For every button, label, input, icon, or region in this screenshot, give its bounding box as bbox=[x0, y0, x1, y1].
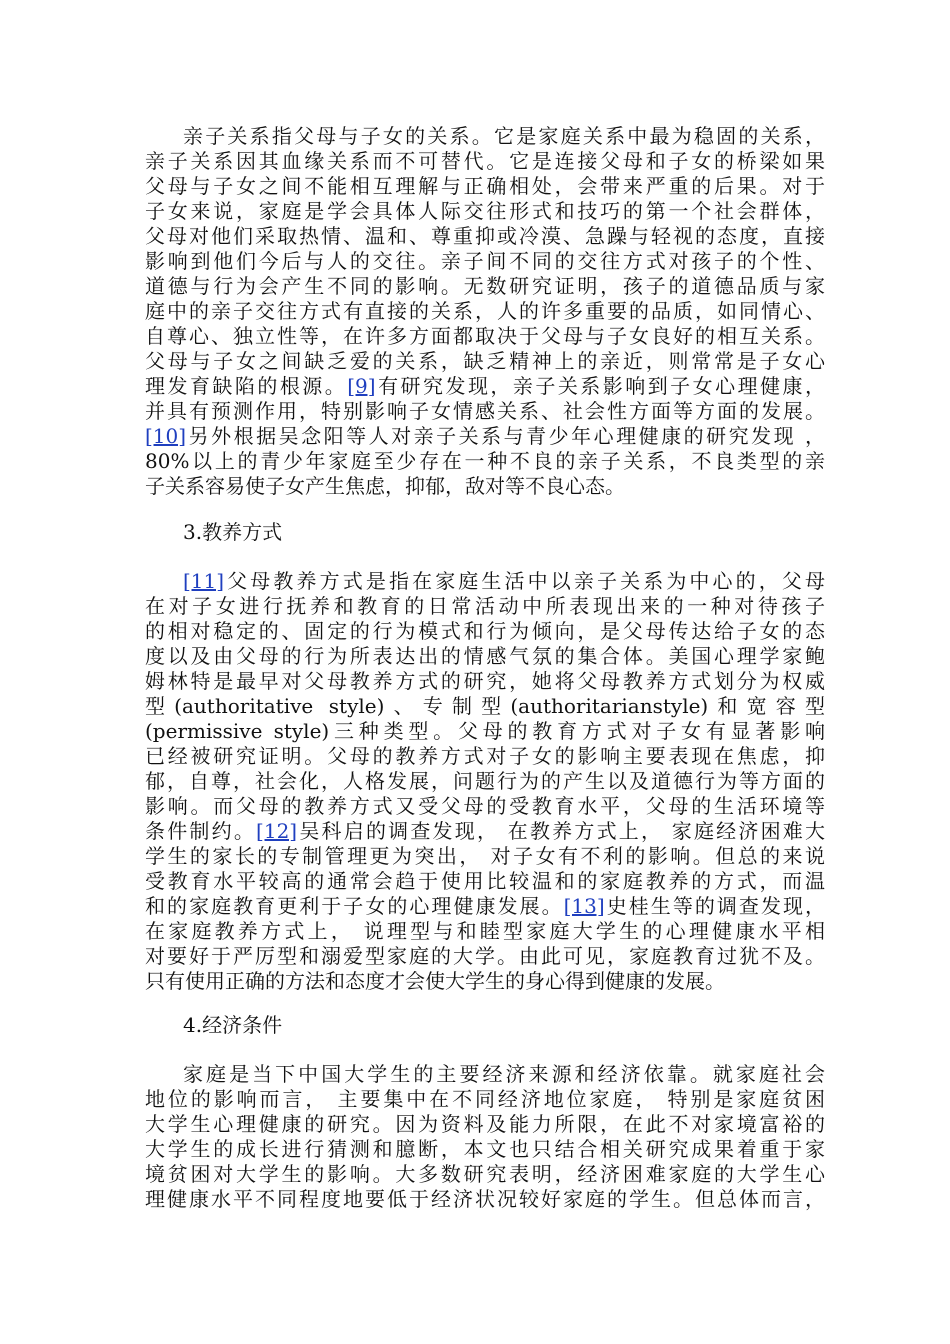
citation-link-13[interactable]: [13] bbox=[563, 894, 605, 918]
text-line: 大学生心理健康的研究。因为资料及能力所限，在此不对家境富裕的 bbox=[145, 1112, 825, 1136]
text-line bbox=[145, 374, 825, 399]
text-line: 已经被研究证明。父母的教养方式对子女的影响主要表现在焦虑，抑 bbox=[145, 744, 825, 768]
paragraph-parenting-style bbox=[145, 569, 825, 994]
text-line bbox=[145, 819, 825, 844]
text-line: 庭中的亲子交往方式有直接的关系，人的许多重要的品质，如同情心、 bbox=[145, 299, 825, 323]
text-line: 家庭是当下中国大学生的主要经济来源和经济依靠。就家庭社会 bbox=[183, 1062, 825, 1086]
text-line: (permissive style)三种类型。父母的教育方式对子女有显著影响 bbox=[145, 719, 825, 743]
text-line: 姆林特是最早对父母教养方式的研究，她将父母教养方式划分为权威 bbox=[145, 669, 825, 693]
text-line: 自尊心、独立性等，在许多方面都取决于父母与子女良好的相互关系。 bbox=[145, 324, 825, 348]
text-line: 影响到他们今后与人的交往。亲子间不同的交往方式对孩子的个性、 bbox=[145, 249, 825, 273]
citation-link-9[interactable]: [9] bbox=[347, 374, 376, 398]
text-line: 亲子关系因其血缘关系而不可替代。它是连接父母和子女的桥梁如果 bbox=[145, 149, 825, 173]
text-line bbox=[145, 569, 825, 594]
text-line: 地位的影响而言， 主要集中在不同经济地位家庭， 特别是家庭贫困 bbox=[145, 1087, 825, 1111]
text-fragment: 史桂生等的调查发现， bbox=[604, 894, 826, 918]
text-line: 父母与子女之间缺乏爱的关系，缺乏精神上的亲近，则常常是子女心 bbox=[145, 349, 825, 373]
text-line: 在对子女进行抚养和教育的日常活动中所表现出来的一种对待孩子 bbox=[145, 594, 825, 618]
text-line: 影响。而父母的教养方式又受父母的受教育水平，父母的生活环境等 bbox=[145, 794, 825, 818]
text-line: 亲子关系指父母与子女的关系。它是家庭关系中最为稳固的关系， bbox=[183, 124, 825, 148]
text-line: 子关系容易使子女产生焦虑，抑郁，敌对等不良心态。 bbox=[145, 474, 625, 498]
section-heading-parenting-style: 3.教养方式 bbox=[183, 520, 283, 544]
text-line: 在家庭教养方式上， 说理型与和睦型家庭大学生的心理健康水平相 bbox=[145, 919, 825, 943]
text-fragment: 理发育缺陷的根源。 bbox=[145, 374, 348, 398]
paragraph-economic-conditions bbox=[145, 1062, 825, 1212]
text-line: 学生的家长的专制管理更为突出， 对子女有不利的影响。但总的来说 bbox=[145, 844, 825, 868]
text-line: 境贫困对大学生的影响。大多数研究表明，经济困难家庭的大学生心 bbox=[145, 1162, 825, 1186]
text-fragment: 父母教养方式是指在家庭生活中以亲子关系为中心的，父母 bbox=[224, 569, 825, 593]
text-fragment: 有研究发现，亲子关系影响到子女心理健康， bbox=[375, 374, 826, 398]
text-line: 道德与行为会产生不同的影响。无数研究证明，孩子的道德品质与家 bbox=[145, 274, 825, 298]
text-line: 只有使用正确的方法和态度才会使大学生的身心得到健康的发展。 bbox=[145, 969, 725, 993]
text-line: 郁，自尊，社会化，人格发展，问题行为的产生以及道德行为等方面的 bbox=[145, 769, 825, 793]
text-line bbox=[145, 894, 825, 919]
text-fragment: 条件制约。 bbox=[145, 819, 257, 843]
text-line: 大学生的成长进行猜测和臆断，本文也只结合相关研究成果着重于家 bbox=[145, 1137, 825, 1161]
text-fragment: 吴科启的调查发现， 在教养方式上， 家庭经济困难大 bbox=[297, 819, 826, 843]
text-line: 子女来说，家庭是学会具体人际交往形式和技巧的第一个社会群体， bbox=[145, 199, 825, 223]
citation-link-12[interactable]: [12] bbox=[256, 819, 298, 843]
text-line: 理健康水平不同程度地要低于经济状况较好家庭的学生。但总体而言， bbox=[145, 1187, 825, 1211]
text-line: 80%以上的青少年家庭至少存在一种不良的亲子关系，不良类型的亲 bbox=[145, 449, 825, 473]
text-line: 受教育水平较高的通常会趋于使用比较温和的家庭教养的方式，而温 bbox=[145, 869, 825, 893]
citation-link-11[interactable]: [11] bbox=[183, 569, 225, 593]
text-fragment: 和的家庭教育更利于子女的心理健康发展。 bbox=[145, 894, 564, 918]
text-line: 父母与子女之间不能相互理解与正确相处，会带来严重的后果。对于 bbox=[145, 174, 825, 198]
citation-link-10[interactable]: [10] bbox=[145, 424, 187, 448]
text-fragment: 另外根据吴念阳等人对亲子关系与青少年心理健康的研究发现 ， bbox=[186, 424, 825, 448]
section-heading-economic-conditions: 4.经济条件 bbox=[183, 1013, 283, 1037]
text-line bbox=[145, 424, 825, 449]
text-line: 对要好于严厉型和溺爱型家庭的大学。由此可见，家庭教育过犹不及。 bbox=[145, 944, 825, 968]
paragraph-parent-child-relationship bbox=[145, 124, 825, 499]
text-line: 的相对稳定的、固定的行为模式和行为倾向，是父母传达给子女的态 bbox=[145, 619, 825, 643]
text-line: 并具有预测作用，特别影响子女情感关系、社会性方面等方面的发展。 bbox=[145, 399, 825, 423]
text-line: 度以及由父母的行为所表达出的情感气氛的集合体。美国心理学家鲍 bbox=[145, 644, 825, 668]
text-line: 父母对他们采取热情、温和、尊重抑或冷漠、急躁与轻视的态度，直接 bbox=[145, 224, 825, 248]
text-line: 型(authoritative style)、专制型(authoritarianstyle)和宽容型 bbox=[145, 694, 825, 718]
